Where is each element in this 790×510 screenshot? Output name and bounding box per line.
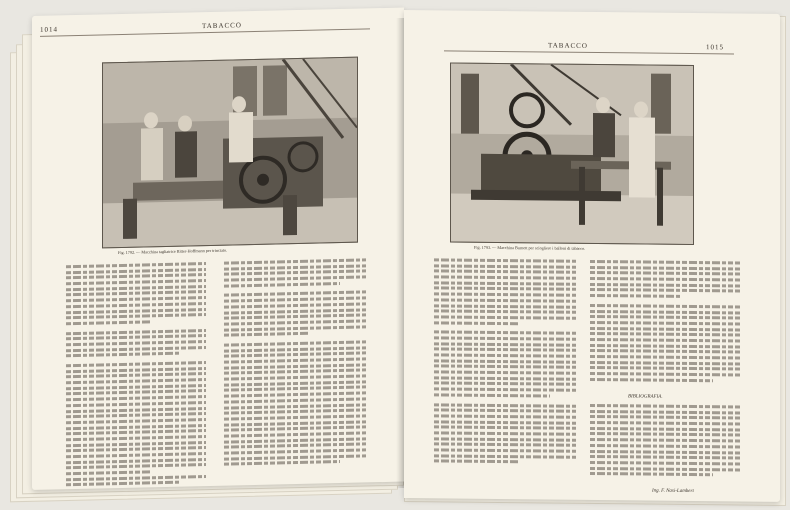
engraving-plate-machine [102,57,358,249]
engraving-illustration [103,58,357,248]
text-column-left-2 [224,258,366,468]
text-column-right-1 [434,258,576,467]
plate-caption-right: Fig. 1793. — Macchina Burnett per sciogliere i balloni di tabacco. [474,244,586,251]
left-page [32,8,404,490]
running-head-right: TABACCO [548,41,588,50]
author-signature: Ing. F. Nasi-Lambert [652,488,694,495]
header-rule [444,50,734,54]
page-number-left: 1014 [40,25,58,34]
text-column-left-1 [66,262,206,489]
bibliography-block [590,404,740,480]
engraving-plate-burnett [450,62,694,245]
text-column-right-2 [590,260,740,385]
page-number-right: 1015 [706,43,724,52]
bibliography-heading: BIBLIOGRAFIA. [628,394,663,400]
right-page [404,10,780,502]
plate-caption-left: Fig. 1792. — Macchina tagliatrice Ritter-Hoffmann per trinciato. [118,247,228,256]
engraving-illustration [451,63,693,244]
running-head-left: TABACCO [202,21,242,31]
